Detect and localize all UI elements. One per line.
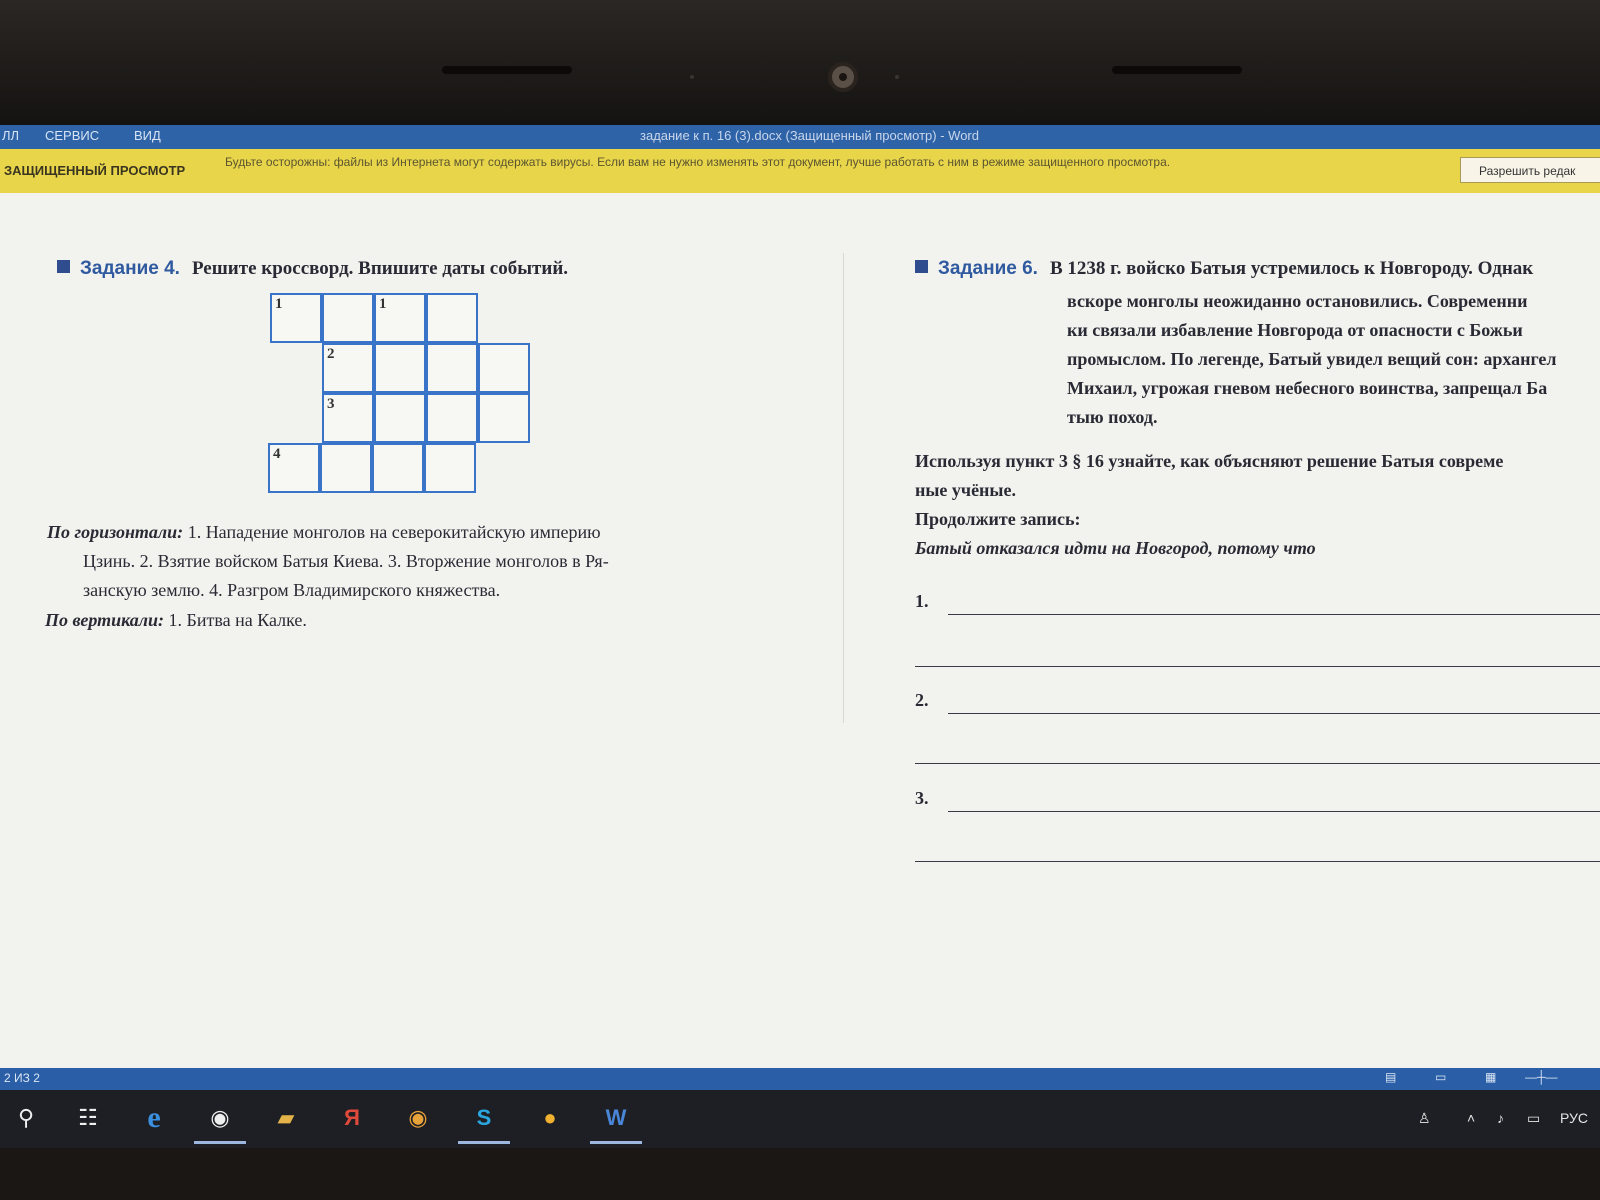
- task6-text-line: ки связали избавление Новгорода от опасности с Божьи: [1067, 320, 1523, 340]
- crossword-cell[interactable]: [478, 343, 530, 393]
- column-divider: [843, 253, 844, 723]
- word-ribbon: [0, 125, 1600, 149]
- continue-label: Продолжите запись:: [915, 509, 1081, 529]
- answer-line-1[interactable]: [948, 614, 1600, 615]
- tab-file[interactable]: ЛЛ: [2, 128, 20, 143]
- crossword-number-across-4: 4: [273, 446, 281, 462]
- zoom-slider[interactable]: —┼—: [1525, 1070, 1558, 1084]
- webcam: [828, 62, 858, 92]
- protected-view-label: ЗАЩИЩЕННЫЙ ПРОСМОТР: [4, 163, 186, 178]
- down-clue: 1. Битва на Калке.: [168, 610, 307, 630]
- crossword-number-across-1: 1: [275, 296, 283, 312]
- crossword-number-across-3: 3: [327, 396, 335, 412]
- across-header: По горизонтали:: [47, 522, 184, 542]
- answer-number-2: 2.: [915, 690, 929, 710]
- task4-instruction: Решите кроссворд. Впишите даты событий.: [191, 258, 569, 279]
- task6-name: Задание 6.: [938, 258, 1038, 279]
- task6-text-line: промыслом. По легенде, Батый увидел вещий сон: архангел: [1067, 349, 1557, 369]
- crossword-number-across-2: 2: [327, 346, 335, 362]
- task6-text-line: В 1238 г. войско Батыя устремилось к Новгороду. Однак: [1049, 258, 1534, 279]
- task6-text: [1067, 287, 1600, 432]
- search-icon[interactable]: ⚲: [17, 1105, 35, 1130]
- crossword-cell[interactable]: [320, 443, 372, 493]
- crossword-cell[interactable]: [372, 443, 424, 493]
- across-clues: [47, 518, 767, 605]
- crossword-number-down-1: 1: [379, 296, 387, 312]
- bullet-square-icon: [915, 260, 928, 273]
- bezel-slot-right: [1112, 66, 1242, 74]
- crossword-cell[interactable]: [374, 343, 426, 393]
- chrome-alt-icon[interactable]: ◉: [408, 1105, 428, 1130]
- windows-taskbar: [0, 1090, 1600, 1148]
- people-icon[interactable]: ♙: [1418, 1110, 1431, 1126]
- answer-number-3: 3.: [915, 788, 929, 808]
- task-view-icon[interactable]: ☷: [78, 1105, 98, 1130]
- skype-icon[interactable]: S: [466, 1100, 502, 1136]
- across-clue-line: 1. Нападение монголов на северокитайскую империю: [187, 522, 601, 542]
- yandex-browser-icon[interactable]: Я: [344, 1105, 360, 1130]
- tab-view[interactable]: ВИД: [134, 128, 161, 143]
- answer-line-2b[interactable]: [915, 763, 1600, 764]
- crossword-cell[interactable]: [424, 443, 476, 493]
- task6-title: [915, 258, 1533, 280]
- laptop-bezel: [0, 0, 1600, 125]
- task6-text-line: тыю поход.: [1067, 407, 1158, 427]
- bezel-led: [895, 75, 899, 79]
- answer-line-3[interactable]: [948, 811, 1600, 812]
- task6-text-line: Михаил, угрожая гневом небесного воинства, запрещал Ба: [1067, 378, 1548, 398]
- answer-line-3b[interactable]: [915, 861, 1600, 862]
- question-line: Используя пункт 3 § 16 узнайте, как объясняют решение Батыя совреме: [915, 451, 1504, 471]
- enable-editing-button[interactable]: Разрешить редак: [1460, 157, 1600, 183]
- bezel-sensor: [690, 75, 694, 79]
- answer-number-1: 1.: [915, 591, 929, 611]
- task6-text-line: вскоре монголы неожиданно остановились. Современни: [1067, 291, 1528, 311]
- word-icon[interactable]: W: [598, 1100, 634, 1136]
- down-header: По вертикали:: [45, 610, 165, 630]
- protected-view-message: Будьте осторожны: файлы из Интернета могут содержать вирусы. Если вам не нужно изменять этот документ, лучше работать с ним в режиме защищенного просмотра.: [225, 155, 1171, 169]
- task4-title: [57, 258, 568, 280]
- crossword-cell[interactable]: [426, 343, 478, 393]
- down-clues: [45, 606, 765, 635]
- bullet-square-icon: [57, 260, 70, 273]
- word-status-bar: [0, 1068, 1600, 1090]
- tab-service[interactable]: СЕРВИС: [45, 128, 100, 143]
- crossword-cell[interactable]: [426, 293, 478, 343]
- language-indicator[interactable]: РУС: [1560, 1110, 1589, 1126]
- laptop-body: [0, 1148, 1600, 1200]
- answer-prompt: Батый отказался идти на Новгород, потому что: [915, 538, 1316, 558]
- task4-name: Задание 4.: [80, 258, 180, 279]
- crossword-cell[interactable]: [426, 393, 478, 443]
- answer-line-1b[interactable]: [915, 666, 1600, 667]
- 1c-icon[interactable]: ●: [543, 1105, 557, 1130]
- question-line: ные учёные.: [915, 480, 1016, 500]
- crossword-cell[interactable]: [322, 293, 374, 343]
- read-mode-icon[interactable]: ▤: [1385, 1070, 1397, 1084]
- page-counter[interactable]: 2 ИЗ 2: [4, 1071, 40, 1085]
- crossword-cell[interactable]: [478, 393, 530, 443]
- task6-question: [915, 447, 1600, 563]
- volume-icon[interactable]: ♪: [1497, 1110, 1504, 1126]
- chevron-up-icon[interactable]: ˄: [1467, 1110, 1476, 1126]
- across-clue-line: Цзинь. 2. Взятие войском Батыя Киева. 3. Вторжение монголов в Ря-: [83, 551, 609, 571]
- print-layout-icon[interactable]: ▭: [1435, 1070, 1447, 1084]
- screen: [0, 125, 1600, 1145]
- protected-view-bar: [0, 149, 1600, 193]
- document-page[interactable]: [0, 193, 1600, 1118]
- web-layout-icon[interactable]: ▦: [1485, 1070, 1497, 1084]
- document-title: задание к п. 16 (3).docx (Защищенный просмотр) - Word: [640, 128, 979, 143]
- file-explorer-icon[interactable]: ▰: [277, 1105, 295, 1130]
- across-clue-line: занскую землю. 4. Разгром Владимирского княжества.: [83, 580, 501, 600]
- crossword-cell[interactable]: [374, 393, 426, 443]
- bezel-slot-left: [442, 66, 572, 74]
- battery-icon[interactable]: ▭: [1527, 1110, 1541, 1126]
- answer-line-2[interactable]: [948, 713, 1600, 714]
- chrome-icon[interactable]: ◉: [202, 1100, 238, 1136]
- edge-icon[interactable]: e: [147, 1101, 161, 1134]
